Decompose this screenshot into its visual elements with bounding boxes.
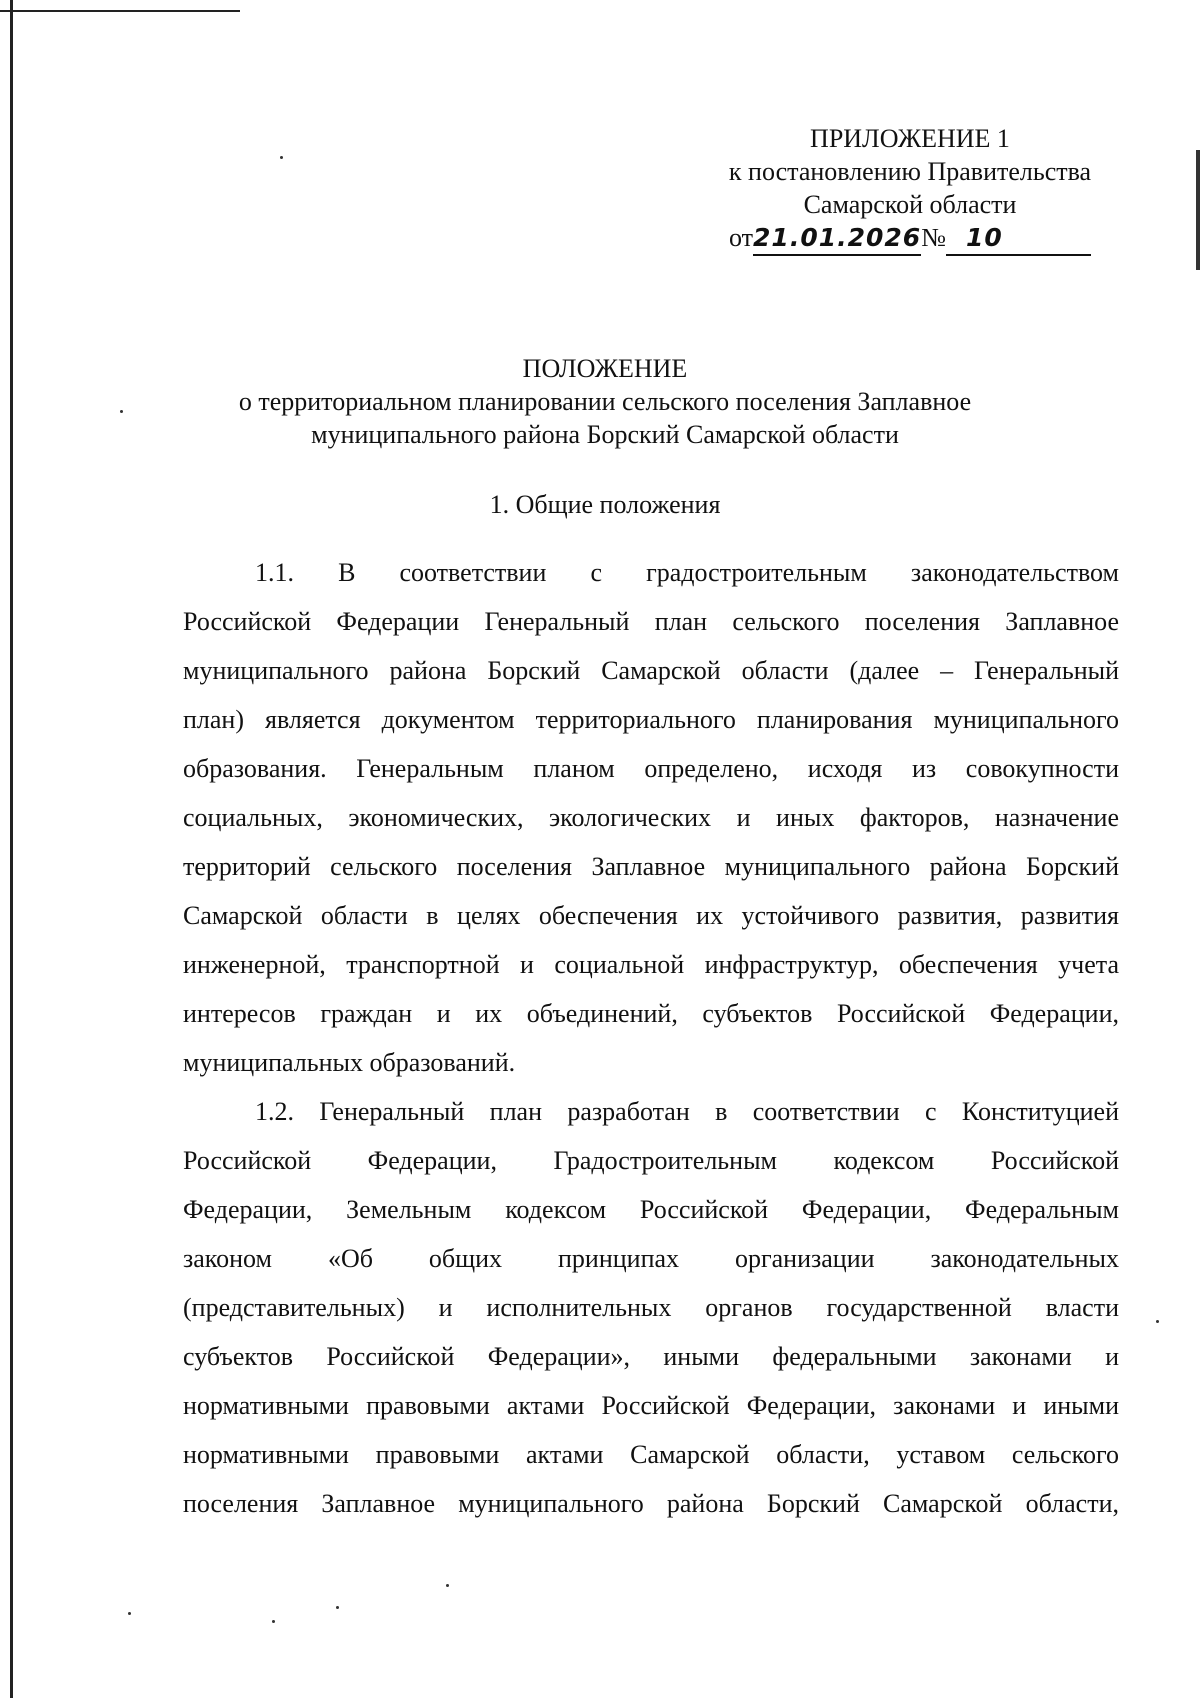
paragraph-line: муниципального района Борский Самарской области (далее – Генеральный	[183, 656, 1119, 685]
document-title: ПОЛОЖЕНИЕ	[522, 354, 688, 383]
number-prefix: №	[921, 223, 946, 252]
scan-border-top	[0, 10, 240, 12]
paragraph-line: социальных, экономических, экологических и иных факторов, назначение	[183, 803, 1119, 832]
paragraph-1-2	[183, 1087, 1119, 1528]
scan-speck	[280, 156, 283, 159]
paragraph-line: интересов граждан и их объединений, субъектов Российской Федерации,	[183, 999, 1119, 1028]
paragraph-line: законом «Об общих принципах организации законодательных	[183, 1244, 1119, 1273]
paragraph-line: 1.1. В соответствии с градостроительным законодательством	[255, 558, 1119, 587]
paragraph-line: Российской Федерации Генеральный план сельского поселения Заплавное	[183, 607, 1119, 636]
paragraph-line: субъектов Российской Федерации», иными федеральными законами и	[183, 1342, 1119, 1371]
section-heading: 1. Общие положения	[489, 490, 721, 519]
handwritten-number: 10	[946, 221, 1091, 256]
paragraph-line: Самарской области в целях обеспечения их устойчивого развития, развития	[183, 901, 1119, 930]
document-body	[183, 548, 1119, 1528]
appendix-line-2: Самарской области	[803, 190, 1017, 219]
scan-speck	[1156, 1320, 1159, 1323]
scan-speck	[120, 410, 123, 413]
document-subtitle-line-2: муниципального района Борский Самарской области	[311, 420, 899, 449]
paragraph-1-1	[183, 548, 1119, 1087]
paragraph-line: образования. Генеральным планом определено, исходя из совокупности	[183, 754, 1119, 783]
scan-speck	[272, 1620, 275, 1623]
paragraph-line: план) является документом территориального планирования муниципального	[183, 705, 1119, 734]
paragraph-line: поселения Заплавное муниципального района Борский Самарской области,	[183, 1489, 1119, 1518]
scan-speck	[128, 1612, 131, 1615]
appendix-header	[700, 122, 1120, 256]
appendix-title: ПРИЛОЖЕНИЕ 1	[810, 124, 1010, 153]
scan-speck	[446, 1584, 449, 1587]
handwritten-date: 21.01.2026	[753, 221, 921, 256]
paragraph-line: (представительных) и исполнительных органов государственной власти	[183, 1293, 1119, 1322]
paragraph-line: Российской Федерации, Градостроительным кодексом Российской	[183, 1146, 1119, 1175]
scan-speck	[336, 1606, 339, 1609]
paragraph-line: инженерной, транспортной и социальной инфраструктур, обеспечения учета	[183, 950, 1119, 979]
paragraph-line: территорий сельского поселения Заплавное муниципального района Борский	[183, 852, 1119, 881]
paragraph-line: Федерации, Земельным кодексом Российской Федерации, Федеральным	[183, 1195, 1119, 1224]
date-prefix: от	[729, 223, 754, 252]
scan-border-left	[10, 0, 13, 1698]
appendix-line-1: к постановлению Правительства	[728, 157, 1092, 186]
paragraph-line: муниципальных образований.	[183, 1048, 516, 1077]
appendix-date-number-line	[700, 221, 1120, 256]
scan-border-right	[1196, 150, 1200, 270]
paragraph-line: нормативными правовыми актами Российской Федерации, законами и иными	[183, 1391, 1119, 1420]
paragraph-line: 1.2. Генеральный план разработан в соответствии с Конституцией	[255, 1097, 1119, 1126]
document-subtitle-line-1: о территориальном планировании сельского поселения Заплавное	[238, 387, 972, 416]
document-title-block	[170, 352, 1040, 451]
paragraph-line: нормативными правовыми актами Самарской области, уставом сельского	[183, 1440, 1119, 1469]
